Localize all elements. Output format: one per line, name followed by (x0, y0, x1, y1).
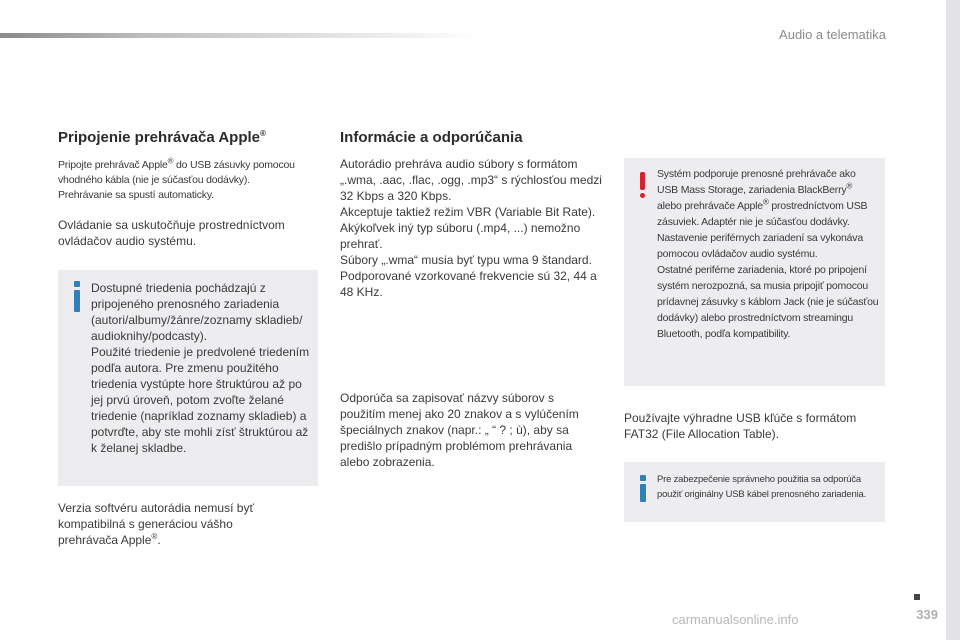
other-peripherals-text: Ostatné periférne zariadenia, ktoré po pripojení systém nerozpozná, sa musia pripojiť pomocou prídavnej zásuvky s káblom Jack (nie je súčasťou dodávky) alebo prostredníctvom streamingu Bluetooth, podľa kompatibility. (657, 264, 879, 340)
info-box-cable (624, 462, 885, 522)
middle-column (340, 128, 605, 300)
version-note: Verzia softvéru autorádia nemusí byť kompatibilná s generáciou vášho prehrávača Apple®. (58, 501, 254, 547)
page-marker (914, 594, 920, 600)
other-formats-text: Akýkoľvek iný typ súboru (.mp4, ...) nemožno prehrať. (340, 221, 581, 251)
info-icon (640, 484, 646, 502)
apple-control: Ovládanie sa uskutočňuje prostredníctvom ovládačov audio systému. (58, 218, 285, 248)
sorting-text-2: Použité triedenie je predvolené triedením podľa autora. Pre zmenu použitého triedenia vystúpte hore štruktúrou až po jej prvú úroveň, potom zvoľte želané triedenie (napríklad zoznamy skladieb) a potvrďte, aby ste mohli zísť štruktúrou až k želanej skladbe. (91, 345, 310, 455)
section-title-apple: Pripojenie prehrávača Apple® (58, 129, 266, 146)
warning-icon (640, 172, 645, 190)
header-gradient-bar (0, 33, 480, 38)
page-edge-strip (946, 0, 960, 640)
wma-text: Súbory „.wma“ musia byť typu wma 9 štandard. (340, 253, 592, 267)
section-title-info: Informácie a odporúčania (340, 129, 523, 146)
peripheral-setup-text: Nastavenie periférnych zariadení sa vykonáva pomocou ovládačov audio systému. (657, 232, 863, 260)
page-number: 339 (916, 607, 938, 622)
frequency-text: Podporované vzorkované frekvencie sú 32, 44 a 48 KHz. (340, 269, 597, 299)
usb-support-text: Systém podporuje prenosné prehrávače ako USB Mass Storage, zariadenia BlackBerry® alebo prehrávače Apple® prostredníctvom USB zásuviek. Adaptér nie je súčasťou dodávky. (657, 168, 868, 228)
formats-text: Autorádio prehráva audio súbory s formátom „.wma, .aac, .flac, .ogg, .mp3“ s rýchlosťou medzi 32 Kbps a 320 Kbps. (340, 157, 602, 203)
left-column (58, 128, 320, 249)
chapter-title: Audio a telematika (779, 27, 886, 42)
fat32-text: Používajte výhradne USB kľúče s formátom FAT32 (File Allocation Table). (624, 411, 857, 441)
apple-intro: Pripojte prehrávač Apple® do USB zásuvky pomocou vhodného kábla (nie je súčasťou dodávky). (58, 156, 295, 186)
cable-tip-text: Pre zabezpečenie správneho použitia sa odporúča použiť originálny USB kábel prenosného zariadenia. (657, 474, 867, 500)
filenames-text: Odporúča sa zapisovať názvy súborov s použitím menej ako 20 znakov a s vylúčením špeciálnych znakov (napr.: „ “ ? ; ù), aby sa predišlo prípadným problémom prehrávania alebo zobrazenia. (340, 391, 579, 469)
apple-autoplay: Prehrávanie sa spustí automaticky. (58, 189, 214, 201)
watermark: carmanualsonline.info (672, 612, 799, 627)
info-box-sorting (58, 270, 318, 486)
vbr-text: Akceptuje taktiež režim VBR (Variable Bit Rate). (340, 205, 596, 219)
info-icon (74, 290, 80, 312)
sorting-text-1: Dostupné triedenia pochádzajú z pripojeného prenosného zariadenia (autori/albumy/žánre/zoznamy skladieb/ audioknihy/podcasty). (91, 281, 303, 343)
warning-box-usb (624, 158, 885, 386)
